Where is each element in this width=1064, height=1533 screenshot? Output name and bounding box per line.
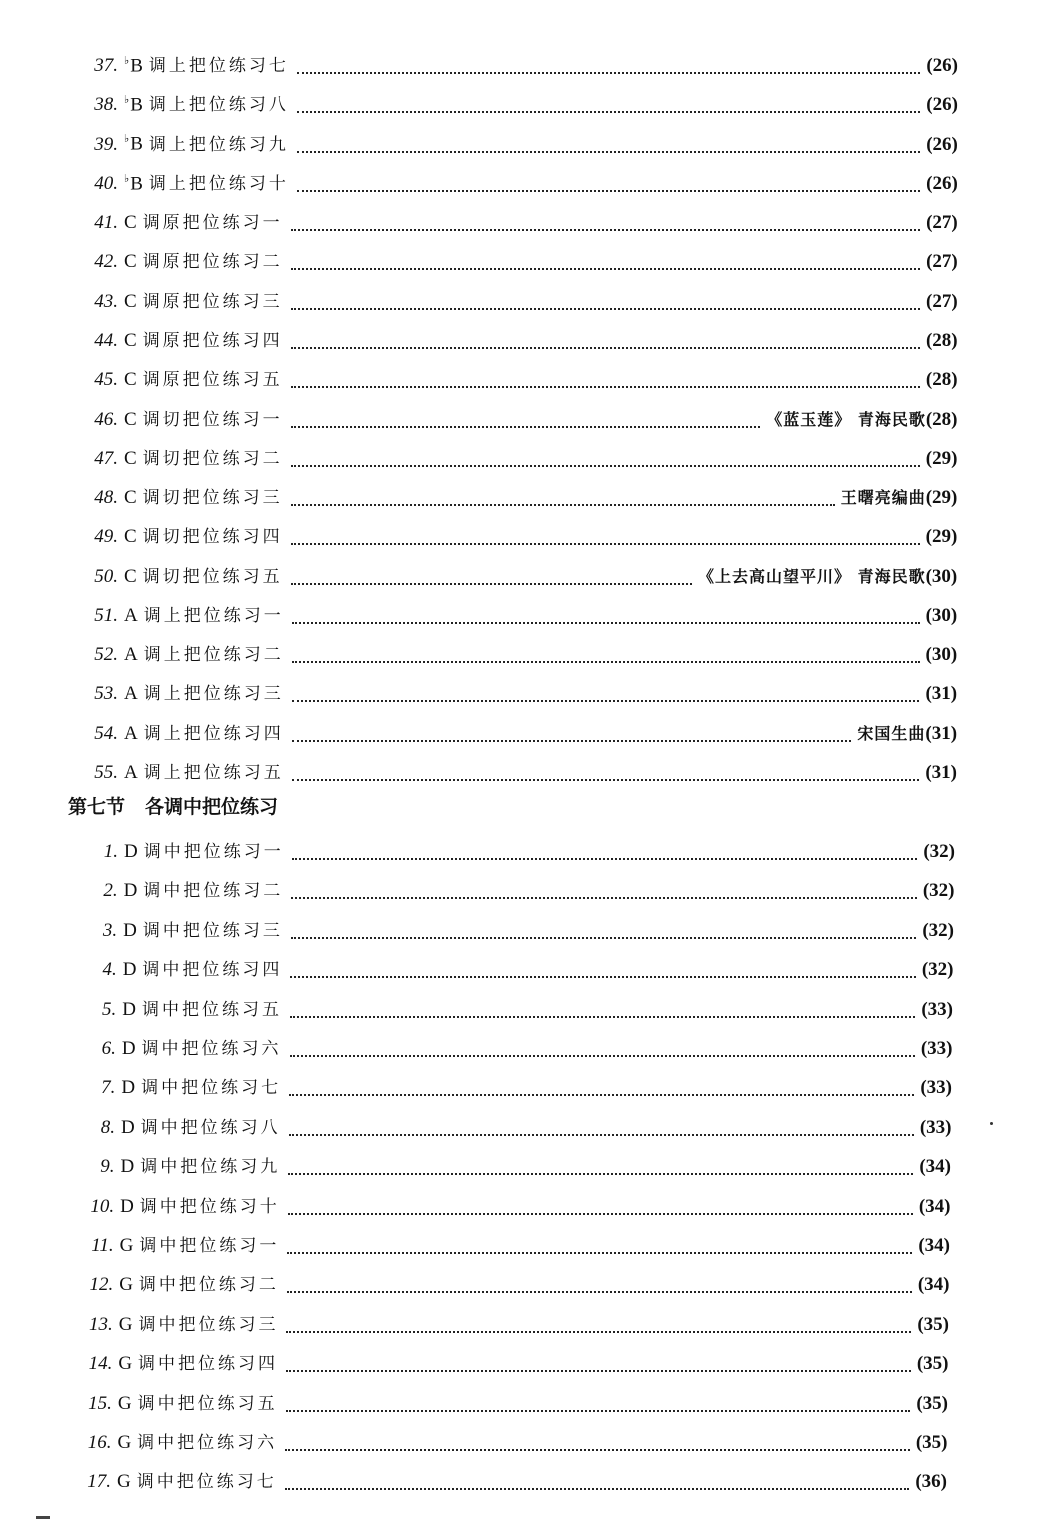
entry-key — [121, 1117, 135, 1139]
entry-key — [117, 1432, 131, 1454]
entry-title: 调中把位练习四 — [138, 1354, 279, 1375]
page-number: (30) — [925, 644, 958, 666]
page-number: (27) — [926, 290, 958, 312]
entry-title: 调中把位练习三 — [142, 920, 283, 941]
dot-leader — [291, 542, 920, 545]
entry-key — [124, 291, 137, 313]
key-letter: C — [124, 369, 137, 391]
entry-title: 调中把位练习六 — [137, 1433, 278, 1453]
entry-title: 调上把位练习十 — [148, 173, 289, 194]
toc-entry — [62, 837, 955, 865]
entry-number: 40. — [94, 172, 118, 194]
dot-leader — [291, 936, 916, 939]
entry-number: 49. — [94, 526, 118, 548]
entry-key — [124, 93, 143, 116]
entry-key — [124, 683, 138, 705]
entry-title: 调切把位练习一 — [142, 409, 283, 430]
key-letter: D — [122, 998, 136, 1020]
key-letter: C — [124, 447, 137, 469]
dot-leader — [292, 621, 920, 624]
toc-entry — [60, 1034, 953, 1062]
entry-number: 51. — [94, 604, 118, 626]
section-title: 各调中把位练习 — [145, 796, 279, 818]
entry-number: 47. — [94, 447, 118, 469]
entry-key — [124, 330, 137, 352]
toc-entry — [61, 916, 954, 944]
page-number: (34) — [919, 1156, 951, 1178]
toc-entry — [62, 90, 958, 118]
entry-title: 调中把位练习七 — [141, 1078, 282, 1099]
toc-entry — [59, 1113, 952, 1141]
key-letter: A — [124, 762, 138, 784]
entry-number: 48. — [94, 487, 118, 509]
key-letter: D — [124, 841, 138, 862]
entry-title: 调中把位练习六 — [141, 1039, 282, 1059]
entry-key — [124, 723, 138, 745]
entry-title: 调切把位练习五 — [142, 566, 283, 587]
toc-entry — [61, 955, 954, 983]
dot-leader — [286, 1409, 911, 1412]
page-number: (26) — [926, 172, 958, 194]
entry-key — [119, 1274, 133, 1296]
entry-title: 调上把位练习七 — [148, 56, 289, 76]
dot-leader — [291, 228, 920, 231]
entry-number: 5. — [102, 998, 117, 1020]
entry-key — [124, 566, 137, 588]
page-number: (26) — [926, 133, 958, 155]
entry-title: 调上把位练习二 — [143, 645, 284, 666]
toc-entry — [62, 562, 957, 590]
entry-title: 调上把位练习八 — [148, 95, 289, 116]
page-number: (30) — [925, 565, 958, 587]
entry-key — [123, 959, 137, 981]
toc-entry — [62, 247, 958, 275]
entry-key — [121, 1156, 135, 1178]
entry-number: 46. — [94, 408, 118, 430]
toc-entry — [62, 758, 957, 786]
entry-key — [124, 841, 138, 863]
entry-title: 调原把位练习五 — [142, 370, 283, 391]
key-letter: C — [124, 212, 137, 234]
entry-title: 调中把位练习五 — [141, 999, 282, 1020]
entry-key — [118, 1393, 132, 1415]
page-number: (35) — [917, 1313, 949, 1335]
entry-key — [118, 1353, 132, 1375]
page-number: (33) — [920, 1038, 953, 1059]
page-number: (33) — [919, 1116, 952, 1138]
entry-number: 44. — [94, 329, 118, 351]
key-letter: A — [124, 683, 138, 705]
dot-leader — [290, 1054, 915, 1057]
entry-title: 调上把位练习四 — [143, 723, 284, 744]
entry-number: 11. — [91, 1235, 114, 1256]
dot-leader — [286, 1369, 911, 1372]
toc-entry — [55, 1467, 947, 1495]
entry-number: 7. — [101, 1077, 116, 1099]
dot-leader — [288, 1172, 913, 1175]
entry-note: 宋国生曲 — [857, 723, 926, 743]
dot-leader — [297, 71, 920, 74]
key-letter: D — [121, 1038, 136, 1059]
entry-key — [124, 880, 138, 902]
toc-entry — [62, 679, 957, 707]
entry-title: 调中把位练习一 — [143, 842, 284, 862]
entry-number: 6. — [101, 1038, 116, 1059]
key-letter: A — [124, 604, 138, 626]
key-letter: G — [117, 1392, 132, 1414]
page-number: (34) — [917, 1274, 950, 1296]
entry-key — [121, 1077, 135, 1099]
key-letter: D — [123, 919, 137, 941]
key-letter: G — [118, 1353, 133, 1375]
entry-key — [124, 54, 143, 77]
page-number: (29) — [925, 447, 958, 469]
entry-number: 4. — [102, 959, 117, 981]
entry-title: 调中把位练习十 — [139, 1196, 280, 1217]
entry-number: 54. — [94, 722, 118, 744]
entry-number: 42. — [94, 251, 118, 273]
toc-entry — [62, 51, 958, 79]
page-number: (35) — [915, 1432, 948, 1453]
entry-key — [120, 1235, 134, 1257]
entry-key — [124, 369, 137, 391]
page-number: (36) — [915, 1471, 947, 1493]
entry-title: 调上把位练习一 — [143, 605, 284, 626]
page-number: (28) — [925, 329, 958, 351]
flat-icon: ♭ — [124, 172, 130, 185]
toc-entry — [62, 876, 955, 904]
entry-key — [124, 212, 137, 234]
entry-number: 2. — [103, 880, 118, 902]
dot-leader — [291, 267, 920, 270]
entry-title: 调原把位练习三 — [142, 291, 283, 312]
page-number: (31) — [925, 683, 958, 705]
page-number: (29) — [925, 487, 958, 509]
page-number: (33) — [920, 1077, 952, 1099]
toc-entry — [56, 1349, 948, 1377]
entry-key — [122, 1038, 136, 1060]
key-letter: B — [130, 133, 143, 155]
key-letter: C — [124, 329, 137, 351]
entry-number: 10. — [90, 1195, 115, 1217]
flat-icon: ♭ — [124, 133, 130, 146]
entry-title: 调中把位练习四 — [142, 960, 283, 981]
page-number: (34) — [918, 1235, 950, 1256]
entry-title: 调原把位练习二 — [142, 252, 283, 273]
key-letter: C — [124, 526, 137, 548]
entry-number: 16. — [87, 1432, 112, 1453]
flat-icon: ♭ — [124, 93, 130, 106]
key-letter: D — [123, 880, 138, 902]
entry-title: 调中把位练习一 — [139, 1236, 280, 1256]
entry-number: 52. — [94, 644, 118, 666]
section-label: 第七节 — [68, 796, 126, 818]
page-number: (32) — [922, 919, 954, 941]
flat-icon: ♭ — [124, 54, 130, 67]
entry-number: 1. — [103, 841, 118, 862]
entry-title: 调中把位练习二 — [143, 881, 284, 902]
entry-key — [124, 251, 137, 273]
key-letter: B — [130, 55, 143, 76]
entry-key — [122, 999, 136, 1021]
toc-entry — [62, 208, 958, 236]
page-number: (31) — [925, 722, 958, 744]
entry-key — [117, 1471, 131, 1493]
entry-number: 12. — [89, 1274, 114, 1296]
dot-leader — [291, 425, 761, 428]
entry-title: 调中把位练习七 — [136, 1472, 277, 1493]
entry-key — [124, 526, 137, 548]
toc-entry — [62, 444, 957, 472]
entry-title: 调中把位练习五 — [137, 1393, 278, 1414]
entry-key — [124, 644, 138, 666]
entry-number: 8. — [100, 1116, 115, 1138]
key-letter: D — [120, 1116, 135, 1138]
entry-title: 调上把位练习五 — [143, 763, 284, 784]
key-letter: G — [118, 1313, 133, 1335]
toc-entry — [62, 326, 958, 354]
entry-key — [124, 172, 143, 195]
dot-leader — [297, 150, 920, 153]
entry-note: 《上去高山望平川》 青海民歌 — [698, 566, 926, 586]
dot-leader — [285, 1487, 910, 1490]
toc-entry — [58, 1231, 950, 1259]
dot-leader — [286, 1330, 911, 1333]
entry-note: 王曙亮编曲 — [840, 488, 926, 508]
page-number: (34) — [918, 1195, 951, 1217]
dot-leader — [291, 503, 835, 506]
entry-number: 38. — [94, 94, 118, 116]
entry-key — [124, 487, 137, 509]
key-letter: G — [119, 1274, 133, 1296]
entry-title: 调上把位练习三 — [143, 684, 284, 705]
key-letter: D — [122, 959, 137, 981]
entry-title: 调原把位练习一 — [142, 213, 283, 234]
toc-entry — [57, 1310, 949, 1338]
scan-speck — [990, 1122, 993, 1125]
entry-number: 37. — [94, 55, 118, 76]
toc-entry — [62, 483, 957, 511]
dot-leader — [291, 896, 917, 899]
key-letter: G — [117, 1471, 131, 1493]
entry-number: 39. — [94, 133, 118, 155]
page-number: (27) — [926, 212, 958, 234]
entry-number: 41. — [94, 212, 118, 234]
entry-number: 9. — [100, 1156, 115, 1178]
key-letter: A — [124, 644, 138, 666]
section-heading — [68, 792, 298, 819]
key-letter: D — [120, 1156, 135, 1178]
dot-leader — [292, 699, 920, 702]
key-letter: G — [119, 1235, 134, 1256]
toc-entry — [62, 601, 957, 629]
dot-leader — [292, 857, 918, 860]
entry-number: 17. — [87, 1471, 111, 1493]
key-letter: B — [130, 172, 143, 194]
toc-entry — [56, 1389, 948, 1417]
dot-leader — [297, 110, 920, 113]
page-number: (35) — [916, 1392, 948, 1414]
toc-entry — [58, 1192, 950, 1220]
entry-key — [124, 762, 138, 784]
entry-number: 45. — [94, 369, 118, 391]
entry-key — [124, 605, 138, 627]
dot-leader — [292, 660, 920, 663]
entry-title: 调切把位练习四 — [142, 527, 283, 548]
toc-entry — [57, 1270, 949, 1298]
page-number: (27) — [926, 251, 958, 273]
dot-leader — [290, 1015, 915, 1018]
entry-number: 13. — [89, 1313, 113, 1335]
page-number: (26) — [926, 55, 958, 76]
entry-title: 调中把位练习九 — [140, 1157, 281, 1178]
dot-leader — [291, 464, 920, 467]
entry-title: 调中把位练习八 — [140, 1117, 281, 1138]
dot-leader — [288, 1212, 913, 1215]
dot-leader — [289, 1133, 914, 1136]
entry-key — [124, 132, 143, 155]
entry-number: 53. — [94, 683, 118, 705]
toc-entry — [55, 1428, 947, 1456]
key-letter: C — [124, 408, 137, 430]
entry-note: 《蓝玉莲》 青海民歌 — [766, 409, 926, 429]
toc-entry — [62, 365, 958, 393]
key-letter: G — [117, 1432, 132, 1453]
entry-number: 14. — [88, 1353, 113, 1375]
dot-leader — [287, 1290, 912, 1293]
toc-entry — [62, 522, 957, 550]
key-letter: C — [124, 565, 137, 587]
entry-number: 43. — [94, 290, 118, 312]
entry-title: 调中把位练习二 — [138, 1275, 279, 1296]
entry-key — [124, 448, 137, 470]
toc-entry — [60, 995, 953, 1023]
dot-leader — [292, 739, 852, 742]
toc-entry — [62, 169, 958, 197]
page-number: (28) — [925, 369, 958, 391]
toc-entry — [62, 719, 957, 747]
entry-key — [124, 409, 137, 431]
dot-leader — [289, 1093, 914, 1096]
entry-number: 15. — [88, 1392, 112, 1414]
entry-title: 调上把位练习九 — [148, 134, 289, 155]
key-letter: C — [124, 251, 137, 273]
entry-title: 调切把位练习二 — [142, 448, 283, 469]
entry-number: 50. — [94, 565, 118, 587]
toc-entry — [62, 287, 958, 315]
dot-leader — [291, 346, 920, 349]
page-number: (31) — [925, 762, 957, 784]
page-number: (32) — [922, 880, 955, 902]
dot-leader — [291, 582, 692, 585]
page-number: (28) — [925, 408, 958, 430]
toc-entry — [59, 1152, 952, 1180]
entry-key — [123, 920, 137, 942]
toc-entry — [62, 405, 958, 433]
entry-title: 调中把位练习三 — [138, 1314, 279, 1335]
page-number: (26) — [926, 94, 958, 116]
entry-key — [119, 1314, 133, 1336]
toc-entry — [59, 1073, 952, 1101]
page-number: (29) — [925, 526, 958, 548]
toc-entry — [62, 130, 958, 158]
entry-number: 55. — [94, 762, 118, 784]
page-number: (32) — [923, 841, 955, 862]
key-letter: C — [124, 290, 137, 312]
key-letter: D — [120, 1195, 134, 1217]
entry-title: 调原把位练习四 — [142, 330, 283, 351]
toc-entry — [62, 640, 957, 668]
page-number: (30) — [925, 604, 958, 626]
dot-leader — [292, 778, 920, 781]
key-letter: C — [124, 487, 137, 509]
scan-mark — [36, 1516, 50, 1519]
dot-leader — [291, 385, 920, 388]
entry-title: 调切把位练习三 — [142, 488, 283, 509]
dot-leader — [291, 307, 920, 310]
dot-leader — [285, 1448, 910, 1451]
dot-leader — [297, 189, 920, 192]
dot-leader — [287, 1251, 912, 1254]
entry-number: 3. — [102, 919, 118, 941]
entry-key — [120, 1196, 134, 1218]
page-number: (32) — [921, 959, 954, 981]
key-letter: D — [121, 1077, 136, 1099]
dot-leader — [290, 975, 915, 978]
key-letter: B — [130, 94, 143, 116]
page-number: (33) — [921, 998, 953, 1020]
key-letter: A — [124, 722, 138, 744]
page-number: (35) — [916, 1353, 949, 1375]
